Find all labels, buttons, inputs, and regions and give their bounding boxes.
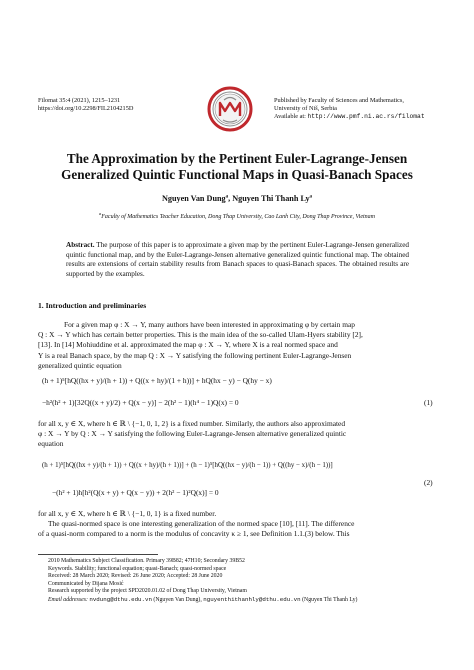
abstract-text: The purpose of this paper is to approximate a given map by the pertinent Euler-Lagrange-Jensen generalized quintic functional map, and by the Euler-Lagrange-Jensen alternative generalized quintic functional map. The obtained results are extensions of certain stability results from Banach spaces to quasi-Banach spaces. The obtained results are supported by the examples. [66,241,409,278]
footnotes [48,558,448,605]
footnote-dates: Received: 28 March 2020; Revised: 26 June 2020; Accepted: 28 June 2020 [48,573,223,580]
para1-line-1: For a given map φ : X → Y, many authors have been interested in approximating φ by certain map [64,320,355,329]
equation-2-line-2: −(h² + 1)h[h²(Q(x + y) + Q(x − y)) + 2(h² − 1)²Q(x)] = 0 [52,488,219,497]
university-nis-seal-icon [207,86,253,132]
email-name-1: (Nguyen Van Dung), [153,596,202,603]
equation-1-number: (1) [424,398,433,407]
email-link-2[interactable]: nguyenthithanhly@dthu.edu.vn [203,595,301,603]
para1-line-3: [13]. In [14] Mohiuddine et al. approximated the map φ : X → Y, where X is a real normed space and [38,340,338,350]
abstract-label: Abstract. [66,241,95,249]
equation-2-number: (2) [424,478,433,487]
title-line-2: Generalized Quintic Functional Maps in Quasi-Banach Spaces [61,167,413,182]
publisher-line-3 [274,113,464,121]
affiliation-text: Faculty of Mathematics Teacher Education, Dong Thap University, Cao Lanh City, Dong Thap Province, Vietnam [101,214,375,220]
publisher-line-2: University of Niš, Serbia [274,105,337,113]
journal-citation [38,97,208,113]
author-1: Nguyen Van Dung [161,194,226,203]
authors [30,194,444,203]
intro-paragraph-2 [38,419,438,450]
para3-line-3: of a quasi-norm compared to a norm is the modulus of concavity κ ≥ 1, see Definition 1.1.(3) below. This [38,529,350,539]
para3-line-2: The quasi-normed space is one interesting generalization of the normed space [10], [11]. The difference [48,519,355,529]
author-1-sup: a [225,194,229,200]
para2-line-2: φ : X → Y by Q : X → Y satisfying the following Euler-Lagrange-Jensen alternative generalized quintic [38,429,347,439]
publisher-url-link[interactable]: http://www.pmf.ni.ac.rs/filomat [307,113,425,121]
title-line-1: The Approximation by the Pertinent Euler-Lagrange-Jensen [66,151,408,166]
journal-line: Filomat 35:4 (2021), 1215–1231 [38,97,121,104]
para1-line-5: generalized quintic equation [38,360,122,370]
section-heading: 1. Introduction and preliminaries [38,301,147,310]
email-link-1[interactable]: nvdung@dthu.edu.vn [89,595,152,603]
para2-line-1: for all x, y ∈ X, where h ∈ ℝ \ {−1, 0, 1, 2} is a fixed number. Similarly, the authors also approximated [38,419,346,428]
doi-link[interactable]: https://doi.org/10.2298/FIL2104215D [38,105,134,113]
para3-line-1: for all x, y ∈ X, where h ∈ ℝ \ {−1, 0, 1} is a fixed number. [38,509,217,518]
footnote-communicated: Communicated by Dijana Mosić [48,580,124,587]
equation-1-line-2: −h²(h² + 1)[32Q((x + y)/2) + Q(x − y)] − 2(h² − 1)(h⁴ − 1)Q(x) = 0 [42,398,239,407]
email-name-2: (Nguyen Thi Thanh Ly) [302,596,358,603]
abstract [66,241,409,279]
footnote-research: Research supported by the project SPD2020.01.02 of Dong Thap University, Vietnam [48,588,247,595]
para2-line-3: equation [38,439,64,449]
intro-paragraph-3 [38,509,438,540]
footnote-emails [48,596,448,605]
paper-title [30,151,444,183]
author-2: , Nguyen Thi Thanh Ly [228,194,310,203]
publisher-line-1: Published by Faculty of Sciences and Mathematics, [274,97,404,104]
para1-line-4: Y is a real Banach space, by the map Q : X → Y satisfying the following pertinent Euler-Lagrange-Jensen [38,350,352,360]
footnote-divider [38,554,158,555]
publisher-info [274,97,464,122]
footnote-keywords: Keywords. Stability; functional equation; quasi-Banach; quasi-normed space [48,565,227,572]
affiliation-sup: a [99,211,102,216]
para1-line-2: Q : X → Y which has certain better properties. This is the main idea of the so-called Ulam-Hyers stability [2], [38,330,363,340]
email-label: Email addresses: [48,596,88,603]
available-at-label: Available at: [274,113,306,121]
intro-paragraph-1 [38,320,438,371]
equation-1-line-1: (h + 1)⁵[hQ((hx + y)/(h + 1)) + Q((x + hy)/(1 + h))] + hQ(hx − y) − Q(hy − x) [42,376,272,385]
equation-2-line-1: (h + 1)⁵[hQ((hx + y)/(h + 1)) + Q((x + hy)/(h + 1))] + (h − 1)⁵[hQ((hx − y)/(h − 1)) + Q((hy − x)/(h − 1))] [42,462,333,469]
author-2-sup: a [309,194,313,200]
affiliation [30,211,444,220]
footnote-msc: 2010 Mathematics Subject Classification. Primary 39B82; 47H10; Secondary 39B52 [48,558,245,564]
